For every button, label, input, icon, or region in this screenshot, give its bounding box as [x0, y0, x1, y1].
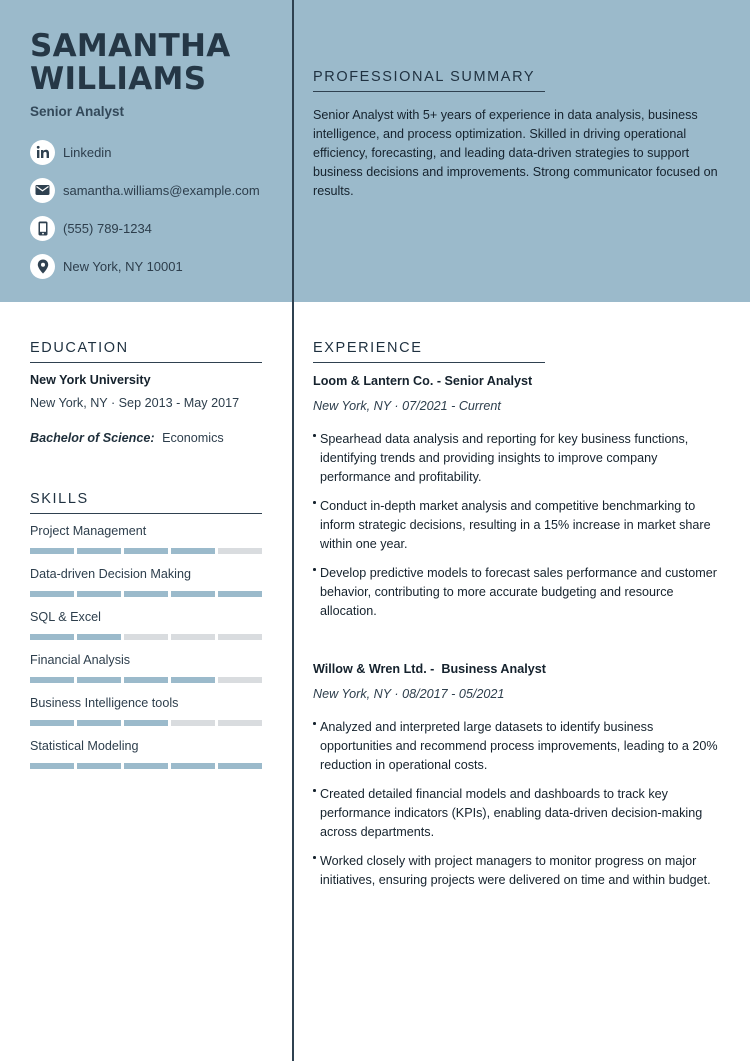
skill-level-segment: [30, 634, 74, 640]
skill-level-bar: [30, 763, 262, 769]
contact-text: Linkedin: [63, 144, 112, 160]
job-bullet: Spearhead data analysis and reporting for key business functions, identifying trends and providing insights to improve company performance and profitability.: [313, 430, 725, 487]
column-divider: [292, 0, 294, 1061]
skill-level-segment: [77, 763, 121, 769]
skill-level-segment: [30, 720, 74, 726]
contact-location[interactable]: [30, 247, 290, 285]
skill-level-segment: [218, 677, 262, 683]
education-heading: EDUCATION: [30, 340, 262, 363]
job-bullet: Analyzed and interpreted large datasets to identify business opportunities and recommend process improvements, leading to a 20% reduction in operational costs.: [313, 718, 725, 775]
skill-level-segment: [30, 677, 74, 683]
skill-level-segment: [124, 548, 168, 554]
contact-text: (555) 789-1234: [63, 220, 152, 236]
name-line-1: SAMANTHA: [30, 28, 231, 64]
job-entry: [313, 374, 725, 631]
contact-linkedin[interactable]: [30, 133, 290, 171]
skill-label: Business Intelligence tools: [30, 696, 179, 710]
contact-text: New York, NY 10001: [63, 258, 183, 274]
skill-item: [30, 610, 262, 653]
summary-heading: PROFESSIONAL SUMMARY: [313, 69, 545, 92]
job-entry-meta: New York, NY · 08/2017 - 05/2021: [313, 687, 505, 701]
skill-level-bar: [30, 677, 262, 683]
skill-level-segment: [30, 591, 74, 597]
contact-phone[interactable]: [30, 209, 290, 247]
skill-level-segment: [218, 548, 262, 554]
skill-label: Project Management: [30, 524, 147, 538]
skill-level-bar: [30, 720, 262, 726]
skill-level-segment: [77, 720, 121, 726]
job-bullet: Conduct in-depth market analysis and competitive benchmarking to inform strategic decisions, resulting in a 15% increase in market share within one year.: [313, 497, 725, 554]
skill-level-segment: [124, 591, 168, 597]
contact-text: samantha.williams@example.com: [63, 182, 260, 198]
skill-label: Statistical Modeling: [30, 739, 139, 753]
education-school: New York University: [30, 373, 151, 387]
degree-field: Economics: [162, 431, 224, 445]
job-entry-meta: New York, NY · 07/2021 - Current: [313, 399, 501, 413]
skill-level-segment: [77, 548, 121, 554]
education-degree: [30, 431, 224, 445]
job-entry-title: Willow & Wren Ltd. - Business Analyst: [313, 662, 546, 676]
job-bullets: [313, 430, 725, 621]
skill-level-segment: [124, 763, 168, 769]
email-icon: [30, 178, 55, 203]
skill-level-bar: [30, 591, 262, 597]
job-bullets: [313, 718, 725, 890]
education-meta: New York, NY · Sep 2013 - May 2017: [30, 396, 240, 410]
skill-level-bar: [30, 548, 262, 554]
skill-level-segment: [218, 720, 262, 726]
skill-level-segment: [77, 591, 121, 597]
job-entry-title: Loom & Lantern Co. - Senior Analyst: [313, 374, 533, 388]
experience-heading: EXPERIENCE: [313, 340, 545, 363]
skill-item: [30, 696, 262, 739]
skill-level-segment: [218, 591, 262, 597]
skill-level-segment: [171, 763, 215, 769]
job-entry: [313, 662, 725, 900]
skill-level-segment: [30, 763, 74, 769]
summary-text: Senior Analyst with 5+ years of experience in data analysis, business intelligence, and process optimization. Skilled in driving operational efficiency, forecasting, and leading data-driven strategies to support business decisions and improvements. Strong communicator focused on results.: [313, 108, 718, 198]
skill-item: [30, 567, 262, 610]
contact-email[interactable]: [30, 171, 290, 209]
skill-level-segment: [77, 634, 121, 640]
skill-level-segment: [171, 677, 215, 683]
job-bullet: Worked closely with project managers to monitor progress on major initiatives, ensuring projects were delivered on time and within budget.: [313, 852, 725, 890]
skill-item: [30, 739, 262, 782]
skills-heading: SKILLS: [30, 491, 262, 514]
degree-label: Bachelor of Science:: [30, 431, 155, 445]
skill-level-segment: [30, 548, 74, 554]
location-pin-icon: [30, 254, 55, 279]
job-bullet: Created detailed financial models and dashboards to track key performance indicators (KPIs), enabling data-driven decision-making across departments.: [313, 785, 725, 842]
skill-level-segment: [124, 634, 168, 640]
skill-item: [30, 524, 262, 567]
skill-level-segment: [171, 548, 215, 554]
skill-level-segment: [124, 677, 168, 683]
skill-level-bar: [30, 634, 262, 640]
skill-level-segment: [171, 591, 215, 597]
skill-item: [30, 653, 262, 696]
contact-list: [30, 133, 290, 285]
skill-level-segment: [171, 634, 215, 640]
skill-level-segment: [77, 677, 121, 683]
skill-label: Financial Analysis: [30, 653, 131, 667]
skill-level-segment: [171, 720, 215, 726]
job-title: Senior Analyst: [30, 104, 125, 119]
skill-level-segment: [124, 720, 168, 726]
candidate-name: [30, 30, 280, 96]
skills-list: [30, 524, 262, 782]
linkedin-icon: [30, 140, 55, 165]
skill-level-segment: [218, 763, 262, 769]
phone-icon: [30, 216, 55, 241]
skill-label: Data-driven Decision Making: [30, 567, 191, 581]
job-bullet: Develop predictive models to forecast sales performance and customer behavior, contributing to more accurate budgeting and resource allocation.: [313, 564, 725, 621]
name-line-2: WILLIAMS: [30, 61, 207, 97]
skill-level-segment: [218, 634, 262, 640]
skill-label: SQL & Excel: [30, 610, 101, 624]
